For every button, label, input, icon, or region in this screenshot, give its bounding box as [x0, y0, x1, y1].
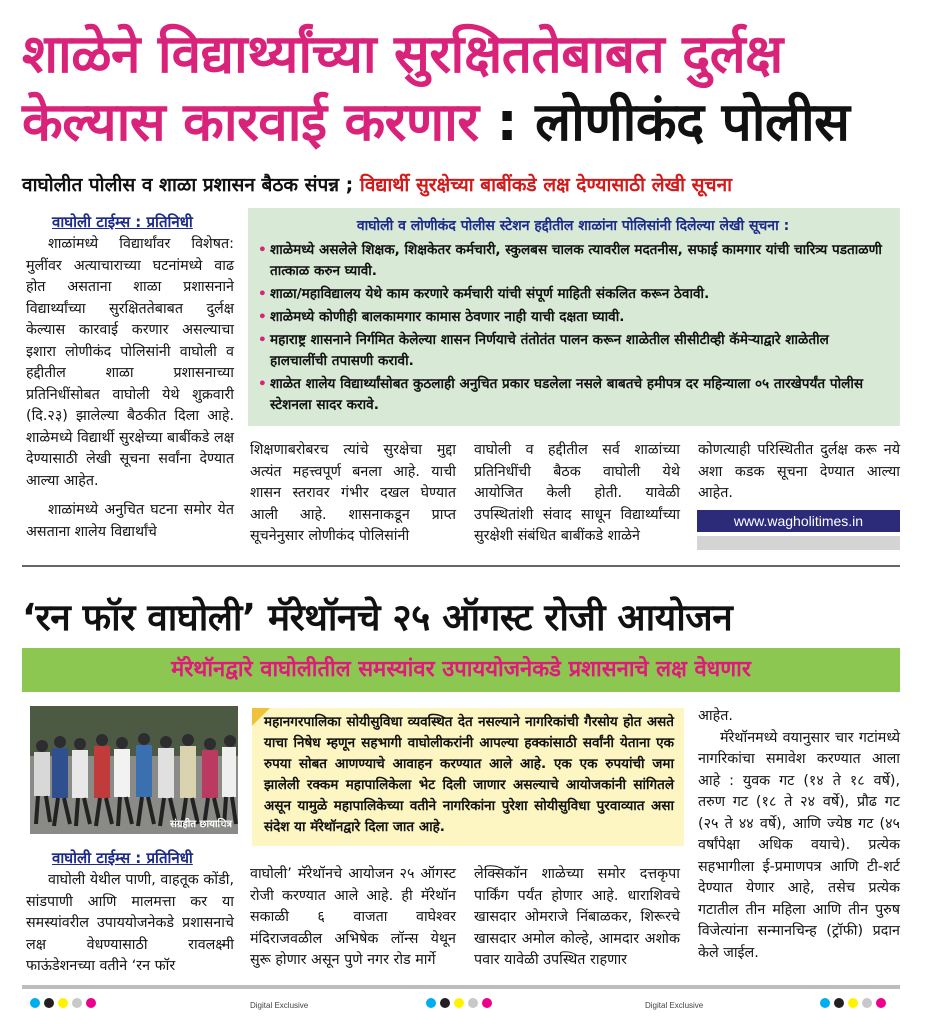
registration-marks — [30, 998, 96, 1008]
reg-dot — [86, 998, 96, 1008]
reg-dot — [44, 998, 54, 1008]
section-divider — [22, 565, 900, 567]
article2-byline: वाघोली टाईम्स : प्रतिनिधी — [52, 849, 193, 867]
reg-dot — [454, 998, 464, 1008]
article2-col4-p2: मॅरेथॉनमध्ये वयानुसार चार गटांमध्ये नागरिकांचा समावेश करण्यात आला आहे : युवक गट (१४ ते १८ वर्षे), तरुण गट (१८ ते २४ वर्षे), प्रौढ गट (२५ ते ४४ वर्षे), आणि ज्येष्ठ गट (४५ वर्षांपेक्षा अधिक वयाचे). प्रत्येक सहभागीला ई-प्रमाणपत्र आणि टी-शर्ट देण्यात येणार आहे, तसेच प्रत्येक गटातील तीन महिला आणि तीन पुरुष विजेत्यांना सन्मानचिन्ह (ट्रॉफी) प्रदान केले जाईल. — [698, 729, 900, 961]
article1-col1 — [26, 234, 234, 543]
reg-dot — [468, 998, 478, 1008]
notice-title: वाघोली व लोणीकंद पोलीस स्टेशन हद्दीतील शाळांना पोलिसांनी दिलेल्या लेखी सूचना : — [356, 218, 790, 234]
article2-headline: ‘रन फॉर वाघोली’ मॅरेथॉनचे २५ ऑगस्ट रोजी आयोजन — [22, 596, 733, 639]
article1-col3: वाघोली व हद्दीतील सर्व शाळांच्या प्रतिनिधींची बैठक वाघोली येथे आयोजित केली होती. यावेळी उपस्थितांशी संवाद साधून विद्यार्थ्यांच्या सुरक्षेशी संबंधित बाबींकडे शाळेने — [474, 442, 680, 544]
reg-dot — [848, 998, 858, 1008]
reg-dot — [72, 998, 82, 1008]
article1-byline: वाघोली टाईम्स : प्रतिनिधी — [52, 213, 193, 231]
digital-exclusive-label: Digital Exclusive — [250, 1001, 309, 1010]
reg-dot — [440, 998, 450, 1008]
reg-dot — [876, 998, 886, 1008]
article1-col2: शिक्षणाबरोबरच त्यांचे सुरक्षेचा मुद्दा अत्यंत महत्त्वपूर्ण बनला आहे. याची शासन स्तरावर गंभीर दखल घेण्यात आली आहे. शासनाकडून प्राप्त सूचनेनुसार लोणीकंद पोलिसांनी — [250, 442, 456, 544]
grey-divider — [697, 536, 900, 550]
footer-rule — [22, 985, 900, 989]
registration-marks — [820, 998, 886, 1008]
article2-banner: मॅरेथॉनद्वारे वाघोलीतील समस्यांवर उपाययोजनेकडे प्रशासनाचे लक्ष वेधणार — [22, 648, 900, 692]
notice-item: • शाळेमध्ये कोणीही बालकामगार कामास ठेवणार नाही याची दक्षता घ्यावी. — [258, 307, 888, 328]
notice-list — [258, 240, 888, 416]
notice-item: • महाराष्ट्र शासनाने निर्गमित केलेल्या शासन निर्णयाचे तंतोतंत पालन करून शाळेतील सीसीटीव्ही कॅमेऱ्याद्वारे शाळेतील हालचालींची तपासणी करावी. — [258, 330, 888, 372]
photo-caption: संग्रहीत छायाचित्र — [170, 819, 232, 830]
headline-line2-black: लोणीकंद पोलीस — [535, 92, 850, 153]
reg-dot — [482, 998, 492, 1008]
headline-line2-pink: केल्यास कारवाई करणार — [22, 92, 479, 153]
subheadline — [22, 171, 732, 197]
article2-col2: वाघोली’ मॅरेथॉनचे आयोजन २५ ऑगस्ट रोजी करण्यात आले आहे. ही मॅरेथॉन सकाळी ६ वाजता वाघेश्वर मंदिराजवळील अभिषेक लॉन्स येथून सुरू होणार असून पुणे नगर रोड मार्गे — [250, 866, 456, 968]
reg-dot — [862, 998, 872, 1008]
digital-exclusive-label: Digital Exclusive — [645, 1001, 704, 1010]
article2-col1 — [26, 870, 234, 978]
police-notice-box — [248, 208, 900, 426]
marathon-photo — [30, 706, 238, 834]
registration-marks — [426, 998, 492, 1008]
subheadline-part2: विद्यार्थी सुरक्षेच्या बाबींकडे लक्ष देण्यासाठी लेखी सूचना — [359, 174, 733, 196]
article2-highlight-box — [252, 708, 684, 846]
article2-highlight-text: महानगरपालिका सोयीसुविधा व्यवस्थित देत नसल्याने नागरिकांची गैरसोय होत असते याचा निषेध म्हणून सहभागी वाघोलीकरांनी आपल्या हक्कांसाठी सर्वांनी येताना एक रुपया सोबत आणण्याचे आवाहन करण्यात आले आहे. एक एक रुपयांची जमा झालेली रक्कम महापालिकेला भेट दिली जाणार असल्याचे आयोजकांनी सांगितले असून यामुळे महापालिकेच्या वतीने नागरिकांना पुरेशा सोयीसुविधा पुरवाव्यात असा संदेश या मॅरेथॉनद्वारे दिला जात आहे. — [264, 714, 674, 835]
article2-col3: लेक्सिकॉन शाळेच्या समोर दत्तकृपा पार्किंग पर्यंत होणार आहे. धाराशिवचे खासदार ओमराजे निंबाळकर, शिरूरचे खासदार अमोल कोल्हे, आमदार अशोक पवार यावेळी उपस्थित राहणार — [474, 866, 680, 968]
reg-dot — [426, 998, 436, 1008]
article1-col1-p1: शाळांमध्ये विद्यार्थांवर विशेषत: मुलींवर अत्याचाराच्या घटनांमध्ये वाढ होत असताना शाळा प्रशासनाने विद्यार्थ्यांच्या सुरक्षिततेबाबत दुर्लक्ष केल्यास कारवाई करणार असल्याचा इशारा लोणीकंद पोलिसांनी वाघोली व हद्दीतील शाळा प्रशासनाच्या प्रतिनिधींसोबत वाघोली येथे शुक्रवारी (दि.२३) झालेल्या बैठकीत दिला आहे. शाळेमध्ये विद्यार्थी सुरक्षेच्या बाबींकडे लक्ष देण्यासाठी लेखी सूचना सर्वांना देण्यात आल्या आहेत. — [26, 236, 234, 489]
article1-col1-p2: शाळांमध्ये अनुचित घटना समोर येत असताना शालेय विद्यार्थांचे — [26, 502, 234, 540]
reg-dot — [58, 998, 68, 1008]
article1-col4: कोणत्याही परिस्थितीत दुर्लक्ष करू नये अशा कडक सूचना देण्यात आल्या आहेत. — [698, 442, 900, 501]
website-url[interactable]: www.wagholitimes.in — [697, 510, 900, 532]
article2-col4 — [698, 706, 900, 964]
headline-line2 — [22, 92, 850, 153]
notice-item: • शाळेमध्ये असलेले शिक्षक, शिक्षकेतर कर्मचारी, स्कुलबस चालक त्यावरील मदतनीस, सफाई कामगार यांची चारित्र्य पडताळणी तात्काळ करुन घ्यावी. — [258, 240, 888, 282]
notice-item: • शाळा/महाविद्यालय येथे काम करणारे कर्मचारी यांची संपूर्ण माहिती संकलित करून ठेवावी. — [258, 284, 888, 305]
reg-dot — [820, 998, 830, 1008]
reg-dot — [30, 998, 40, 1008]
article2-col4-p1: आहेत. — [698, 708, 733, 724]
subheadline-part1: वाघोलीत पोलीस व शाळा प्रशासन बैठक संपन्न ; — [22, 174, 360, 196]
marathon-crowd-image — [30, 706, 238, 834]
headline-separator: : — [478, 92, 536, 153]
reg-dot — [834, 998, 844, 1008]
article2-col1-text: वाघोली येथील पाणी, वाहतूक कोंडी, सांडपाणी आणि मालमत्ता कर या समस्यांवरील उपाययोजनेकडे प्रशासनाचे लक्ष वेधण्यासाठी रावलक्ष्मी फाऊंडेशनच्या वतीने ‘रन फॉर — [26, 872, 234, 974]
notice-item: • शाळेत शालेय विद्यार्थ्यांसोबत कुठलाही अनुचित प्रकार घडलेला नसले बाबतचे हमीपत्र दर महिन्याला ०५ तारखेपर्यंत पोलीस स्टेशनला सादर करावे. — [258, 374, 888, 416]
headline-line1: शाळेने विद्यार्थ्यांच्या सुरक्षिततेबाबत दुर्लक्ष — [22, 24, 783, 85]
